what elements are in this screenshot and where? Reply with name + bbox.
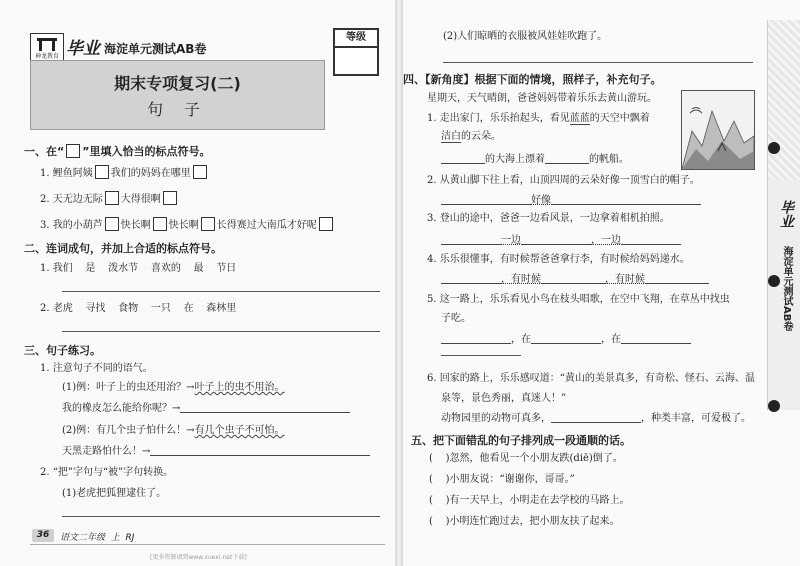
side-tab-text: 海淀单元测试AB卷 — [781, 246, 792, 332]
s3-q2: 2. “把”字句与“被”字句转换。 — [40, 467, 174, 478]
left-page — [0, 0, 395, 566]
answer-line[interactable] — [62, 516, 380, 517]
s3-q1-example2: (2)例：有几个虫子怕什么！→有几个虫子不可怕。 — [62, 425, 285, 436]
s4-q5: 5. 这一路上，乐乐看见小鸟在枝头唱歌，在空中飞翔，在草丛中找虫 — [427, 294, 730, 305]
page-number-badge — [32, 529, 54, 542]
s4-q1-task: 的大海上漂着 的帆船。 — [441, 153, 629, 166]
s4-q6: 6. 回家的路上，乐乐感叹道：“黄山的美景真多，有奇松、怪石、云海、温 — [427, 373, 755, 384]
page-subtitle: 句 子 — [146, 100, 209, 119]
answer-box[interactable] — [95, 165, 109, 179]
right-page — [403, 0, 800, 566]
answer-box[interactable] — [153, 217, 167, 231]
grade-label: 等级 — [335, 30, 377, 48]
brand-series: 海淀单元测试AB卷 — [104, 42, 207, 56]
book-spine — [395, 0, 403, 566]
section-4-title: 四、【新角度】根据下面的情境，照样子，补充句子。 — [403, 73, 662, 86]
s4-q4: 4. 乐乐很懂事，有时候帮爸爸拿行李，有时候给妈妈递水。 — [427, 254, 690, 265]
tab-marker-icon — [768, 400, 780, 412]
section-1-title: 一、在“ ”里填入恰当的标点符号。 — [24, 145, 211, 158]
answer-box[interactable] — [193, 165, 207, 179]
s2-q1: 1. 我们 是 泼水节 喜欢的 最 节日 — [40, 263, 237, 274]
s5-item-1: ( )忽然，他看见一个小朋友跌(diē)倒了。 — [429, 453, 623, 464]
s4-q3-task: 一边 ，一边 — [441, 234, 681, 247]
footer-note: [更多资源请到www.xuexi.net下载] — [150, 554, 247, 561]
s4-q2: 2. 从黄山脚下往上看，山顶四周的云朵好像一顶雪白的帽子。 — [427, 175, 700, 186]
section-2-title: 二、连词成句，并加上合适的标点符号。 — [24, 242, 222, 255]
s3-q1-example1: (1)例：叶子上的虫还用治？→叶子上的虫不用治。 — [62, 382, 285, 393]
s4-q6-line2: 泉等，景色秀丽，真迷人！” — [441, 393, 567, 404]
s2-q2: 2. 老虎 寻找 食物 一只 在 森林里 — [40, 303, 237, 314]
brand-script: 毕业 — [66, 39, 100, 59]
s4-q4-task: ，有时候 ，有时候 — [441, 273, 709, 286]
s3-q2-1: (1)老虎把狐狸逮住了。 — [62, 488, 167, 499]
answer-box[interactable] — [201, 217, 215, 231]
s3-q1-task2: 天黑走路怕什么！→ — [62, 445, 370, 458]
s3-q1-task1: 我的橡皮怎么能给你呢？→ — [62, 402, 350, 415]
section-5-title: 五、把下面错乱的句子排列成一段通顺的话。 — [411, 434, 631, 447]
answer-box[interactable] — [105, 217, 119, 231]
answer-box — [66, 144, 80, 158]
s4-q1-line2: 洁白的云朵。 — [441, 131, 501, 142]
answer-line[interactable] — [62, 291, 380, 292]
s4-intro: 星期天，天气晴朗，爸爸妈妈带着乐乐去黄山游玩。 — [427, 93, 657, 104]
answer-line[interactable] — [443, 62, 753, 63]
title-banner — [30, 60, 325, 130]
s4-q1: 1. 走出家门，乐乐抬起头，看见蓝蓝的天空中飘着 — [427, 113, 650, 124]
mountain-illustration — [681, 90, 755, 170]
s1-q2: 2. 天无边无际 大得很啊 — [40, 191, 179, 206]
s4-q2-task: 好像 — [441, 194, 701, 207]
logo-text: 神龙教育 — [34, 53, 59, 60]
logo-box — [30, 33, 64, 63]
s5-item-3: ( )有一天早上，小明走在去学校的马路上。 — [429, 495, 630, 506]
s3-q1: 1. 注意句子不同的语气。 — [40, 363, 153, 374]
answer-box[interactable] — [105, 191, 119, 205]
section-3-title: 三、句子练习。 — [24, 344, 101, 357]
footer-rule — [30, 544, 385, 545]
answer-line[interactable] — [441, 355, 521, 356]
s4-q5-task: ，在 ，在 — [441, 333, 691, 346]
s5-item-4: ( )小明连忙跑过去，把小朋友扶了起来。 — [429, 516, 620, 527]
page-title: 期末专项复习(二) — [114, 74, 241, 93]
s3-q2-2: (2)人们晾晒的衣服被风娃娃吹跑了。 — [443, 31, 608, 42]
page-number: 36 — [36, 530, 50, 540]
answer-line[interactable] — [62, 331, 380, 332]
grade-box — [333, 28, 379, 76]
side-tab — [767, 20, 800, 410]
s4-q6-task: 动物园里的动物可真多， ，种类丰富，可爱极了。 — [441, 413, 751, 424]
answer-box[interactable] — [319, 217, 333, 231]
answer-box[interactable] — [163, 191, 177, 205]
s4-q3: 3. 登山的途中，爸爸一边看风景，一边拿着相机拍照。 — [427, 213, 670, 224]
tab-marker-icon — [768, 142, 780, 154]
s4-q5-line2: 子吃。 — [441, 313, 471, 324]
page-info: 语文二年级 上 RJ — [60, 533, 135, 543]
s5-item-2: ( )小朋友说：“谢谢你，哥哥。” — [429, 474, 575, 485]
s1-q1: 1. 鲤鱼阿姨 我们的妈妈在哪里 — [40, 165, 209, 180]
mountain-picture — [682, 91, 754, 169]
side-tab-script: 毕业 — [778, 200, 794, 228]
s1-q3: 3. 我的小葫芦 快长啊 快长啊 长得赛过大南瓜才好呢 — [40, 217, 335, 232]
tab-marker-icon — [768, 275, 780, 287]
